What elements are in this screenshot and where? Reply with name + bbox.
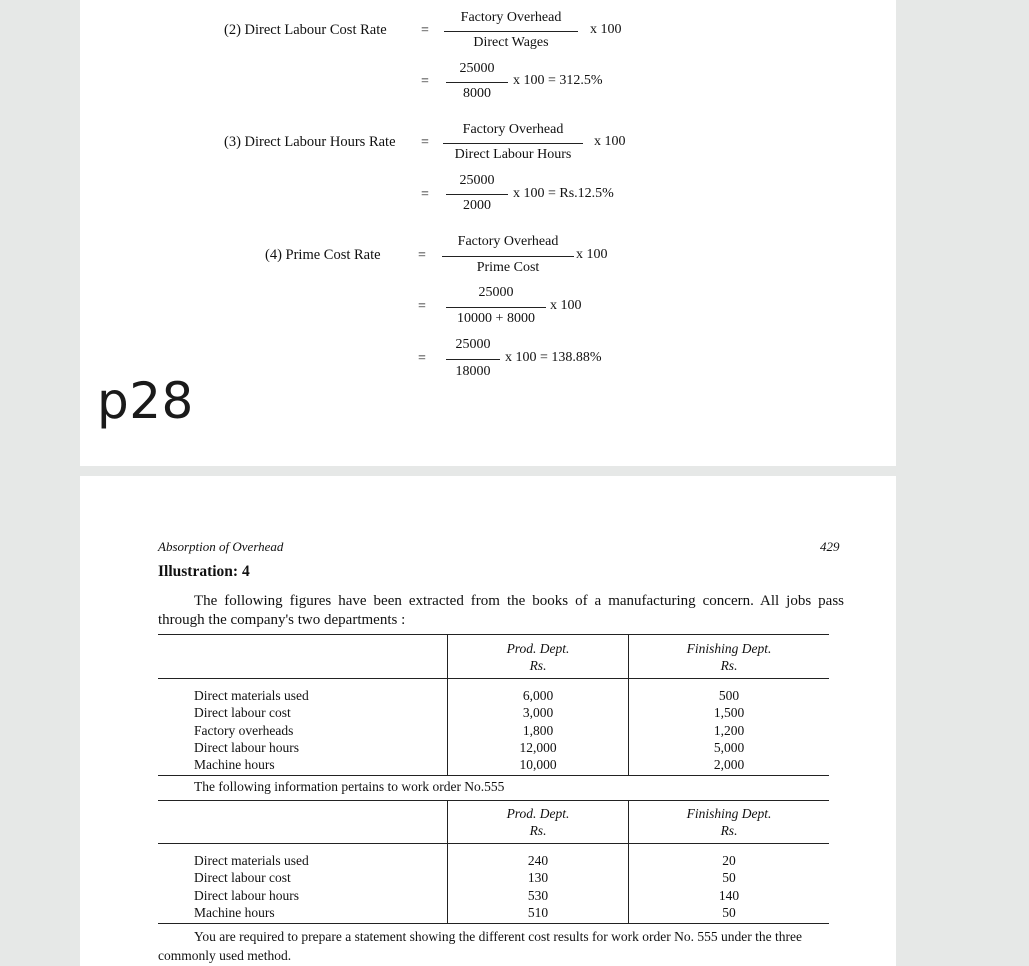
pcr-calc1-denominator: 10000 + 8000 [457,311,535,326]
pcr-fraction-bar [442,256,574,257]
table-row: Direct materials used 240 20 [194,853,736,868]
pcr-calc2-numerator: 25000 [455,337,491,352]
intro-paragraph: The following figures have been extracted from the books of a manufacturing concern. All jobs pass through the company's two departments : [158,593,844,628]
col-prod-dept: Prod. Dept. [448,635,629,658]
pcr-calc2-bar [446,359,500,360]
pcr-label: (4) Prime Cost Rate [265,247,381,263]
dlhr-multiplier: x 100 [594,134,626,149]
col-prod-unit: Rs. [448,822,629,844]
col-prod-dept: Prod. Dept. [448,801,629,823]
pcr-calc1-bar [446,307,546,308]
dlhr-fraction-bar [443,143,583,144]
dlhr-calc-denominator: 2000 [463,198,491,213]
dlcr-label: (2) Direct Labour Cost Rate [224,22,387,38]
pcr-multiplier: x 100 [576,247,608,262]
col-finishing-dept: Finishing Dept. [686,806,772,821]
page-label: p28 [97,372,194,430]
table-row: Direct labour cost 3,000 1,500 [194,705,745,721]
dlhr-calc-result: x 100 = Rs.12.5% [513,186,614,201]
col-finishing-unit: Rs. [720,823,738,838]
pcr-equals: = [418,248,426,263]
overhead-table [158,634,829,776]
dlcr-calc-result: x 100 = 312.5% [513,73,603,88]
dlhr-denominator: Direct Labour Hours [454,147,572,162]
running-head: Absorption of Overhead [158,539,284,554]
col-finishing-dept: Finishing Dept. [686,641,772,656]
dlhr-label: (3) Direct Labour Hours Rate [224,134,396,150]
pcr-calc1-numerator: 25000 [478,285,514,300]
dlhr-calc-equals: = [421,187,429,202]
pcr-calc1-result: x 100 [550,298,582,313]
table-row: Machine hours 10,000 2,000 [158,756,829,776]
table-row: Direct labour cost 130 50 [194,870,736,886]
table-row: Direct labour hours 12,000 5,000 [194,739,745,755]
dlcr-numerator: Factory Overhead [460,10,562,25]
table-row: Factory overheads 1,800 1,200 [194,722,745,738]
table-row: Machine hours 510 50 [158,904,829,924]
page-number: 429 [820,539,840,554]
dlcr-calc-equals: = [421,74,429,89]
work-order-table [158,800,829,924]
table-row: Direct materials used 6,000 500 [194,688,740,703]
pcr-denominator: Prime Cost [476,260,540,275]
dlcr-multiplier: x 100 [590,22,622,37]
pcr-calc2-equals: = [418,351,426,366]
dlcr-calc-numerator: 25000 [459,61,495,76]
pcr-calc1-equals: = [418,299,426,314]
dlcr-calc-denominator: 8000 [463,86,491,101]
dlcr-denominator: Direct Wages [473,35,549,50]
col-finishing-unit: Rs. [720,658,738,673]
pcr-numerator: Factory Overhead [457,234,559,249]
table-row: Direct labour hours 530 140 [194,887,740,903]
dlcr-calc-bar [446,82,508,83]
between-note: The following information pertains to work order No.555 [194,779,505,794]
pcr-calc2-denominator: 18000 [455,364,491,379]
illustration-title: Illustration: 4 [158,563,250,580]
dlhr-calc-numerator: 25000 [459,173,495,188]
closing-paragraph: You are required to prepare a statement showing the different cost results for work order No. 555 under the three commonly used method. [158,929,802,963]
dlcr-equals: = [421,23,429,38]
col-prod-unit: Rs. [448,657,629,679]
dlhr-numerator: Factory Overhead [462,122,564,137]
dlcr-fraction-bar [444,31,578,32]
dlhr-calc-bar [446,194,508,195]
pcr-calc2-result: x 100 = 138.88% [505,350,602,365]
dlhr-equals: = [421,135,429,150]
